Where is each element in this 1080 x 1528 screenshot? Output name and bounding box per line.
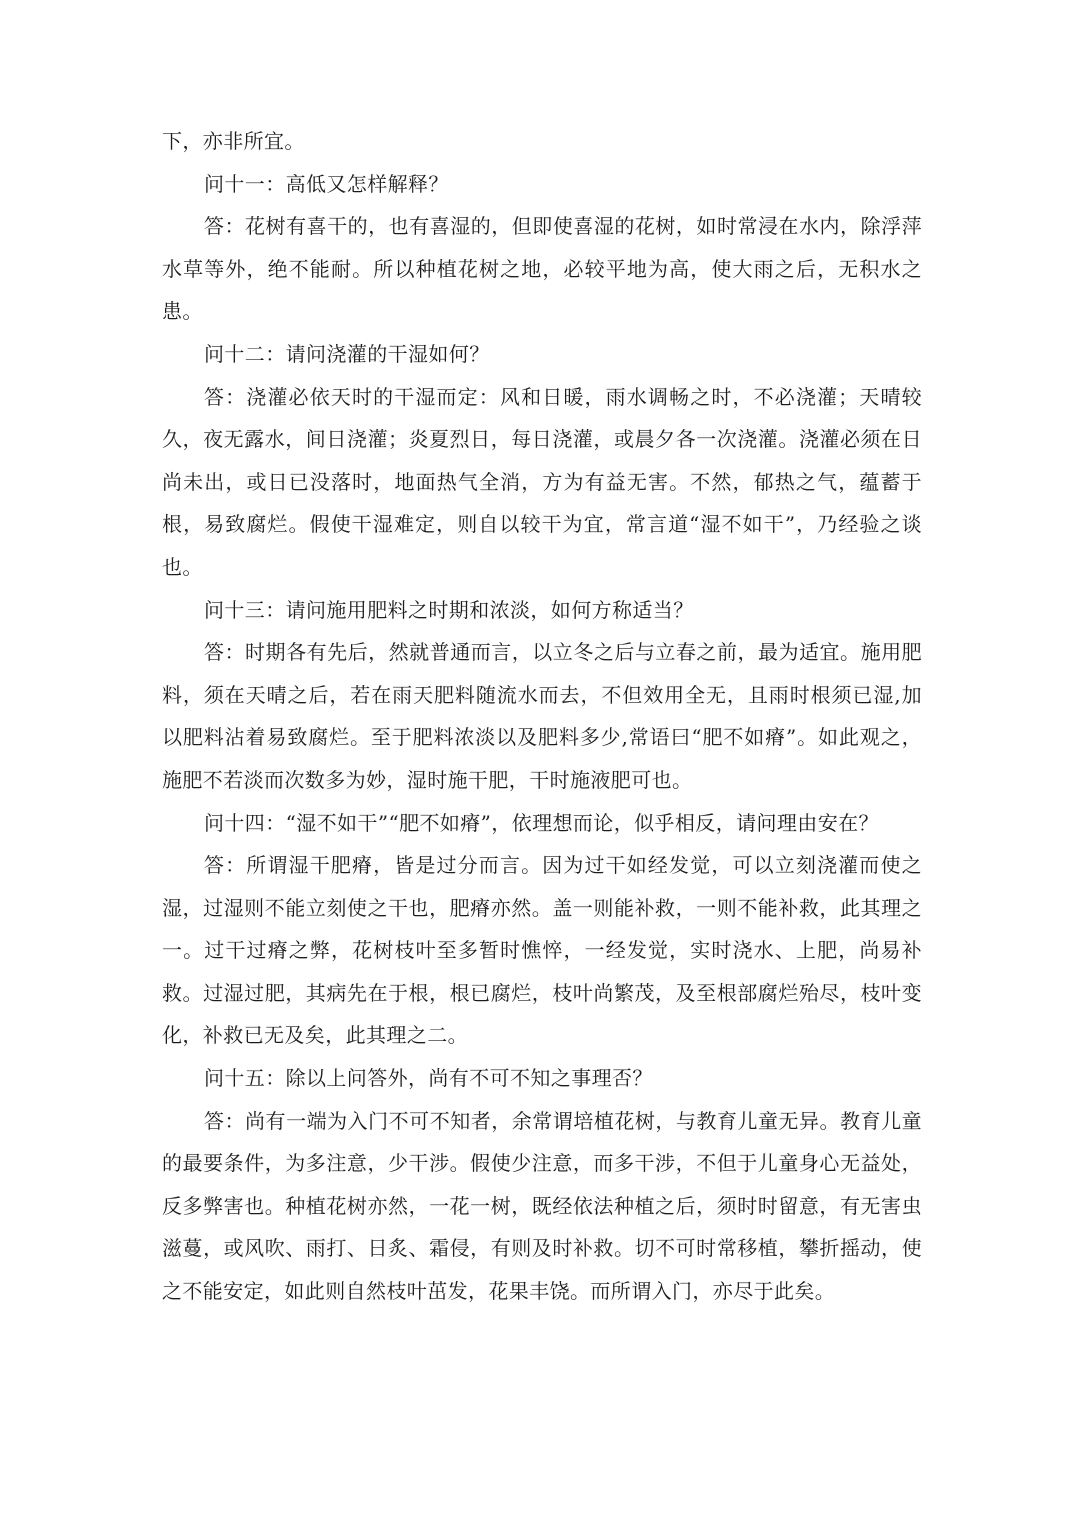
answer-14: 答：所谓湿干肥瘠，皆是过分而言。因为过干如经发觉，可以立刻浇灌而使之湿，过湿则不能立刻使之干也，肥瘠亦然。盖一则能补救，一则不能补救，此其理之一。过干过瘠之弊，花树枝叶至多暂时憔悴，一经发觉，实时浇水、上肥，尚易补救。过湿过肥，其病先在于根，根已腐烂，枝叶尚繁茂，及至根部腐烂殆尽，枝叶变化，补救已无及矣，此其理之二。 — [162, 853, 922, 1048]
answer-11: 答：花树有喜干的，也有喜湿的，但即使喜湿的花树，如时常浸在水内，除浮萍水草等外，绝不能耐。所以种植花树之地，必较平地为高，使大雨之后，无积水之患。 — [162, 214, 922, 324]
answer-15: 答：尚有一端为入门不可不知者，余常谓培植花树，与教育儿童无异。教育儿童的最要条件，为多注意，少干涉。假使少注意，而多干涉，不但于儿童身心无益处，反多弊害也。种植花树亦然，一花一树，既经依法种植之后，须时时留意，有无害虫滋蔓，或风吹、雨打、日炙、霜侵，有则及时补救。切不可时常移植，攀折摇动，使之不能安定，如此则自然枝叶茁发，花果丰饶。而所谓入门，亦尽于此矣。 — [162, 1108, 922, 1304]
paragraph-continuation: 下，亦非所宜。 — [162, 129, 305, 153]
question-14: 问十四：“湿不如干”“肥不如瘠”，依理想而论，似乎相反，请问理由安在？ — [204, 810, 879, 835]
answer-12: 答：浇灌必依天时的干湿而定：风和日暖，雨水调畅之时，不必浇灌；天晴较久，夜无露水，间日浇灌；炎夏烈日，每日浇灌，或晨夕各一次浇灌。浇灌必须在日尚未出，或日已没落时，地面热气全消，方为有益无害。不然，郁热之气，蕴蓄于根，易致腐烂。假使干湿难定，则自以较干为宜，常言道“湿不如干”，乃经验之谈也。 — [162, 384, 922, 579]
question-12: 问十二：请问浇灌的干湿如何？ — [204, 341, 490, 366]
answer-13: 答：时期各有先后，然就普通而言，以立冬之后与立春之前，最为适宜。施用肥料，须在天晴之后，若在雨天肥料随流水而去，不但效用全无，且雨时根须已湿,加以肥料沾着易致腐烂。至于肥料浓淡以及肥料多少,常语曰“肥不如瘠”。如此观之，施肥不若淡而次数多为妙，湿时施干肥，干时施液肥可也。 — [162, 640, 922, 792]
question-15: 问十五：除以上问答外，尚有不可不知之事理否？ — [204, 1066, 653, 1091]
question-11: 问十一：高低又怎样解释？ — [204, 171, 449, 196]
question-13: 问十三：请问施用肥料之时期和浓淡，如何方称适当？ — [204, 597, 694, 622]
document-page — [162, 120, 922, 1313]
